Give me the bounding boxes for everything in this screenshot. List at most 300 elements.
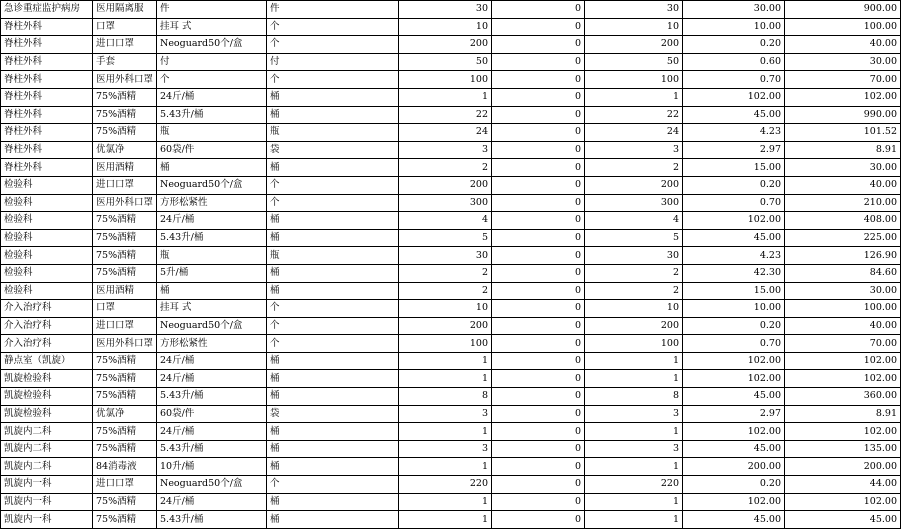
- specification-cell[interactable]: 挂耳 式: [157, 18, 267, 36]
- unit-cell[interactable]: 个: [267, 476, 399, 494]
- amount-cell[interactable]: 135.00: [785, 440, 901, 458]
- table-row: [1, 1, 901, 19]
- item-name-cell[interactable]: 75%酒精: [93, 247, 157, 265]
- table-row: [1, 71, 901, 89]
- unit-cell[interactable]: 件: [267, 1, 399, 19]
- zero-value-cell[interactable]: 0: [492, 124, 585, 142]
- table-row: [1, 229, 901, 247]
- quantity-total-cell[interactable]: 200: [585, 36, 683, 54]
- table-row: [1, 440, 901, 458]
- amount-cell[interactable]: 990.00: [785, 106, 901, 124]
- item-name-cell[interactable]: 84消毒液: [93, 458, 157, 476]
- unit-cell[interactable]: 桶: [267, 511, 399, 529]
- quantity-cell[interactable]: 3: [399, 440, 492, 458]
- quantity-cell[interactable]: 2: [399, 264, 492, 282]
- quantity-total-cell[interactable]: 50: [585, 53, 683, 71]
- item-name-cell[interactable]: 75%酒精: [93, 352, 157, 370]
- unit-price-cell[interactable]: 45.00: [683, 229, 785, 247]
- quantity-cell[interactable]: 3: [399, 141, 492, 159]
- table-row: [1, 176, 901, 194]
- quantity-total-cell[interactable]: 2: [585, 264, 683, 282]
- quantity-cell[interactable]: 220: [399, 476, 492, 494]
- quantity-total-cell[interactable]: 100: [585, 335, 683, 353]
- item-name-cell[interactable]: 进口口罩: [93, 476, 157, 494]
- quantity-cell[interactable]: 200: [399, 176, 492, 194]
- department-cell[interactable]: 凯旋内一科: [1, 493, 93, 511]
- department-cell[interactable]: 脊柱外科: [1, 71, 93, 89]
- quantity-cell[interactable]: 5: [399, 229, 492, 247]
- department-cell[interactable]: 凯旋内二科: [1, 440, 93, 458]
- table-row: [1, 124, 901, 142]
- item-name-cell[interactable]: 75%酒精: [93, 88, 157, 106]
- item-name-cell[interactable]: 医用酒精: [93, 159, 157, 177]
- item-name-cell[interactable]: 进口口罩: [93, 176, 157, 194]
- quantity-total-cell[interactable]: 2: [585, 282, 683, 300]
- table-row: [1, 458, 901, 476]
- department-cell[interactable]: 介入治疗科: [1, 300, 93, 318]
- department-cell[interactable]: 检验科: [1, 212, 93, 230]
- department-cell[interactable]: 介入治疗科: [1, 317, 93, 335]
- unit-price-cell[interactable]: 30.00: [683, 1, 785, 19]
- unit-cell[interactable]: 桶: [267, 88, 399, 106]
- item-name-cell[interactable]: 医用外科口罩: [93, 194, 157, 212]
- unit-cell[interactable]: 袋: [267, 405, 399, 423]
- department-cell[interactable]: 凯旋内一科: [1, 511, 93, 529]
- quantity-cell[interactable]: 200: [399, 36, 492, 54]
- item-name-cell[interactable]: 75%酒精: [93, 388, 157, 406]
- unit-price-cell[interactable]: 10.00: [683, 18, 785, 36]
- unit-price-cell[interactable]: 0.70: [683, 71, 785, 89]
- quantity-total-cell[interactable]: 24: [585, 124, 683, 142]
- unit-cell[interactable]: 个: [267, 194, 399, 212]
- zero-value-cell[interactable]: 0: [492, 159, 585, 177]
- table-row: [1, 282, 901, 300]
- table-row: [1, 352, 901, 370]
- amount-cell[interactable]: 126.90: [785, 247, 901, 265]
- department-cell[interactable]: 脊柱外科: [1, 124, 93, 142]
- department-cell[interactable]: 凯旋检验科: [1, 370, 93, 388]
- specification-cell[interactable]: 方形松紧性: [157, 335, 267, 353]
- table-body: [1, 1, 901, 529]
- amount-cell[interactable]: 101.52: [785, 124, 901, 142]
- item-name-cell[interactable]: 医用酒精: [93, 282, 157, 300]
- zero-value-cell[interactable]: 0: [492, 352, 585, 370]
- department-cell[interactable]: 凯旋检验科: [1, 405, 93, 423]
- unit-price-cell[interactable]: 42.30: [683, 264, 785, 282]
- specification-cell[interactable]: 5升/桶: [157, 264, 267, 282]
- zero-value-cell[interactable]: 0: [492, 212, 585, 230]
- unit-price-cell[interactable]: 0.70: [683, 335, 785, 353]
- amount-cell[interactable]: 408.00: [785, 212, 901, 230]
- quantity-cell[interactable]: 10: [399, 300, 492, 318]
- unit-cell[interactable]: 桶: [267, 264, 399, 282]
- amount-cell[interactable]: 40.00: [785, 36, 901, 54]
- item-name-cell[interactable]: 口罩: [93, 18, 157, 36]
- specification-cell[interactable]: Neoguard50个/盒: [157, 476, 267, 494]
- zero-value-cell[interactable]: 0: [492, 458, 585, 476]
- unit-cell[interactable]: 瓶: [267, 124, 399, 142]
- unit-cell[interactable]: 桶: [267, 370, 399, 388]
- table-row: [1, 159, 901, 177]
- zero-value-cell[interactable]: 0: [492, 88, 585, 106]
- unit-price-cell[interactable]: 15.00: [683, 282, 785, 300]
- zero-value-cell[interactable]: 0: [492, 194, 585, 212]
- zero-value-cell[interactable]: 0: [492, 511, 585, 529]
- quantity-cell[interactable]: 1: [399, 458, 492, 476]
- unit-cell[interactable]: 桶: [267, 282, 399, 300]
- specification-cell[interactable]: 24斤/桶: [157, 423, 267, 441]
- table-row: [1, 88, 901, 106]
- department-cell[interactable]: 脊柱外科: [1, 88, 93, 106]
- unit-price-cell[interactable]: 45.00: [683, 511, 785, 529]
- unit-price-cell[interactable]: 0.60: [683, 53, 785, 71]
- unit-cell[interactable]: 个: [267, 300, 399, 318]
- amount-cell[interactable]: 102.00: [785, 370, 901, 388]
- amount-cell[interactable]: 40.00: [785, 176, 901, 194]
- quantity-cell[interactable]: 300: [399, 194, 492, 212]
- department-cell[interactable]: 检验科: [1, 229, 93, 247]
- unit-cell[interactable]: 桶: [267, 352, 399, 370]
- unit-price-cell[interactable]: 0.20: [683, 476, 785, 494]
- specification-cell[interactable]: 方形松紧性: [157, 194, 267, 212]
- unit-price-cell[interactable]: 102.00: [683, 370, 785, 388]
- department-cell[interactable]: 急诊重症监护病房: [1, 1, 93, 19]
- department-cell[interactable]: 凯旋内一科: [1, 476, 93, 494]
- specification-cell[interactable]: 24斤/桶: [157, 212, 267, 230]
- zero-value-cell[interactable]: 0: [492, 264, 585, 282]
- table-row: [1, 511, 901, 529]
- item-name-cell[interactable]: 75%酒精: [93, 423, 157, 441]
- zero-value-cell[interactable]: 0: [492, 317, 585, 335]
- zero-value-cell[interactable]: 0: [492, 71, 585, 89]
- quantity-cell[interactable]: 30: [399, 1, 492, 19]
- amount-cell[interactable]: 200.00: [785, 458, 901, 476]
- quantity-cell[interactable]: 10: [399, 18, 492, 36]
- specification-cell[interactable]: 60袋/件: [157, 405, 267, 423]
- quantity-total-cell[interactable]: 30: [585, 1, 683, 19]
- unit-cell[interactable]: 桶: [267, 423, 399, 441]
- item-name-cell[interactable]: 75%酒精: [93, 229, 157, 247]
- amount-cell[interactable]: 360.00: [785, 388, 901, 406]
- zero-value-cell[interactable]: 0: [492, 493, 585, 511]
- amount-cell[interactable]: 225.00: [785, 229, 901, 247]
- quantity-cell[interactable]: 24: [399, 124, 492, 142]
- item-name-cell[interactable]: 优氯净: [93, 405, 157, 423]
- specification-cell[interactable]: 个: [157, 71, 267, 89]
- amount-cell[interactable]: 30.00: [785, 53, 901, 71]
- department-cell[interactable]: 脊柱外科: [1, 106, 93, 124]
- zero-value-cell[interactable]: 0: [492, 370, 585, 388]
- quantity-total-cell[interactable]: 1: [585, 458, 683, 476]
- quantity-total-cell[interactable]: 22: [585, 106, 683, 124]
- quantity-total-cell[interactable]: 1: [585, 352, 683, 370]
- table-row: [1, 476, 901, 494]
- zero-value-cell[interactable]: 0: [492, 1, 585, 19]
- amount-cell[interactable]: 84.60: [785, 264, 901, 282]
- unit-cell[interactable]: 袋: [267, 141, 399, 159]
- item-name-cell[interactable]: 手套: [93, 53, 157, 71]
- specification-cell[interactable]: 5.43升/桶: [157, 388, 267, 406]
- department-cell[interactable]: 脊柱外科: [1, 141, 93, 159]
- quantity-total-cell[interactable]: 1: [585, 493, 683, 511]
- specification-cell[interactable]: 24斤/桶: [157, 493, 267, 511]
- zero-value-cell[interactable]: 0: [492, 229, 585, 247]
- unit-cell[interactable]: 付: [267, 53, 399, 71]
- amount-cell[interactable]: 40.00: [785, 317, 901, 335]
- amount-cell[interactable]: 70.00: [785, 335, 901, 353]
- item-name-cell[interactable]: 医用外科口罩: [93, 335, 157, 353]
- unit-cell[interactable]: 个: [267, 71, 399, 89]
- table-row: [1, 141, 901, 159]
- table-row: [1, 36, 901, 54]
- specification-cell[interactable]: 24斤/桶: [157, 370, 267, 388]
- department-cell[interactable]: 介入治疗科: [1, 335, 93, 353]
- quantity-cell[interactable]: 1: [399, 511, 492, 529]
- zero-value-cell[interactable]: 0: [492, 18, 585, 36]
- unit-price-cell[interactable]: 10.00: [683, 300, 785, 318]
- quantity-total-cell[interactable]: 1: [585, 370, 683, 388]
- amount-cell[interactable]: 70.00: [785, 71, 901, 89]
- unit-price-cell[interactable]: 0.20: [683, 36, 785, 54]
- amount-cell[interactable]: 45.00: [785, 511, 901, 529]
- unit-cell[interactable]: 个: [267, 335, 399, 353]
- unit-price-cell[interactable]: 4.23: [683, 124, 785, 142]
- amount-cell[interactable]: 30.00: [785, 159, 901, 177]
- quantity-total-cell[interactable]: 30: [585, 247, 683, 265]
- quantity-cell[interactable]: 30: [399, 247, 492, 265]
- unit-price-cell[interactable]: 102.00: [683, 352, 785, 370]
- specification-cell[interactable]: 60袋/件: [157, 141, 267, 159]
- table-row: [1, 335, 901, 353]
- unit-price-cell[interactable]: 4.23: [683, 247, 785, 265]
- amount-cell[interactable]: 102.00: [785, 88, 901, 106]
- amount-cell[interactable]: 102.00: [785, 493, 901, 511]
- amount-cell[interactable]: 210.00: [785, 194, 901, 212]
- table-row: [1, 106, 901, 124]
- zero-value-cell[interactable]: 0: [492, 247, 585, 265]
- quantity-cell[interactable]: 50: [399, 53, 492, 71]
- unit-price-cell[interactable]: 102.00: [683, 423, 785, 441]
- specification-cell[interactable]: 桶: [157, 159, 267, 177]
- department-cell[interactable]: 检验科: [1, 194, 93, 212]
- unit-price-cell[interactable]: 45.00: [683, 106, 785, 124]
- specification-cell[interactable]: 10升/桶: [157, 458, 267, 476]
- quantity-total-cell[interactable]: 3: [585, 141, 683, 159]
- amount-cell[interactable]: 900.00: [785, 1, 901, 19]
- specification-cell[interactable]: 5.43升/桶: [157, 440, 267, 458]
- specification-cell[interactable]: 挂耳 式: [157, 300, 267, 318]
- unit-price-cell[interactable]: 45.00: [683, 388, 785, 406]
- unit-cell[interactable]: 桶: [267, 159, 399, 177]
- quantity-cell[interactable]: 1: [399, 88, 492, 106]
- table-row: [1, 212, 901, 230]
- unit-cell[interactable]: 桶: [267, 493, 399, 511]
- table-row: [1, 194, 901, 212]
- amount-cell[interactable]: 102.00: [785, 423, 901, 441]
- quantity-cell[interactable]: 3: [399, 405, 492, 423]
- unit-cell[interactable]: 瓶: [267, 247, 399, 265]
- unit-price-cell[interactable]: 0.20: [683, 317, 785, 335]
- quantity-cell[interactable]: 8: [399, 388, 492, 406]
- table-row: [1, 370, 901, 388]
- amount-cell[interactable]: 100.00: [785, 18, 901, 36]
- item-name-cell[interactable]: 75%酒精: [93, 264, 157, 282]
- specification-cell[interactable]: 桶: [157, 282, 267, 300]
- table-row: [1, 53, 901, 71]
- amount-cell[interactable]: 100.00: [785, 300, 901, 318]
- quantity-cell[interactable]: 100: [399, 335, 492, 353]
- department-cell[interactable]: 凯旋内二科: [1, 423, 93, 441]
- zero-value-cell[interactable]: 0: [492, 282, 585, 300]
- zero-value-cell[interactable]: 0: [492, 176, 585, 194]
- amount-cell[interactable]: 8.91: [785, 141, 901, 159]
- item-name-cell[interactable]: 75%酒精: [93, 440, 157, 458]
- zero-value-cell[interactable]: 0: [492, 106, 585, 124]
- table-row: [1, 264, 901, 282]
- unit-cell[interactable]: 个: [267, 176, 399, 194]
- department-cell[interactable]: 检验科: [1, 247, 93, 265]
- quantity-cell[interactable]: 1: [399, 493, 492, 511]
- quantity-total-cell[interactable]: 200: [585, 317, 683, 335]
- quantity-total-cell[interactable]: 4: [585, 212, 683, 230]
- item-name-cell[interactable]: 75%酒精: [93, 493, 157, 511]
- item-name-cell[interactable]: 75%酒精: [93, 212, 157, 230]
- unit-cell[interactable]: 个: [267, 36, 399, 54]
- item-name-cell[interactable]: 口罩: [93, 300, 157, 318]
- zero-value-cell[interactable]: 0: [492, 440, 585, 458]
- quantity-cell[interactable]: 2: [399, 282, 492, 300]
- specification-cell[interactable]: 瓶: [157, 124, 267, 142]
- quantity-cell[interactable]: 1: [399, 352, 492, 370]
- unit-price-cell[interactable]: 2.97: [683, 141, 785, 159]
- unit-price-cell[interactable]: 2.97: [683, 405, 785, 423]
- item-name-cell[interactable]: 75%酒精: [93, 370, 157, 388]
- unit-cell[interactable]: 桶: [267, 212, 399, 230]
- unit-price-cell[interactable]: 0.20: [683, 176, 785, 194]
- department-cell[interactable]: 脊柱外科: [1, 159, 93, 177]
- zero-value-cell[interactable]: 0: [492, 405, 585, 423]
- department-cell[interactable]: 凯旋内二科: [1, 458, 93, 476]
- unit-price-cell[interactable]: 200.00: [683, 458, 785, 476]
- amount-cell[interactable]: 8.91: [785, 405, 901, 423]
- unit-cell[interactable]: 个: [267, 317, 399, 335]
- item-name-cell[interactable]: 进口口罩: [93, 317, 157, 335]
- quantity-total-cell[interactable]: 5: [585, 229, 683, 247]
- quantity-cell[interactable]: 1: [399, 370, 492, 388]
- table-row: [1, 493, 901, 511]
- specification-cell[interactable]: 24斤/桶: [157, 352, 267, 370]
- zero-value-cell[interactable]: 0: [492, 423, 585, 441]
- quantity-total-cell[interactable]: 1: [585, 511, 683, 529]
- item-name-cell[interactable]: 进口口罩: [93, 36, 157, 54]
- quantity-cell[interactable]: 100: [399, 71, 492, 89]
- unit-price-cell[interactable]: 45.00: [683, 440, 785, 458]
- table-row: [1, 317, 901, 335]
- specification-cell[interactable]: 付: [157, 53, 267, 71]
- unit-cell[interactable]: 桶: [267, 458, 399, 476]
- zero-value-cell[interactable]: 0: [492, 141, 585, 159]
- quantity-cell[interactable]: 2: [399, 159, 492, 177]
- unit-price-cell[interactable]: 102.00: [683, 212, 785, 230]
- unit-cell[interactable]: 桶: [267, 440, 399, 458]
- unit-price-cell[interactable]: 15.00: [683, 159, 785, 177]
- amount-cell[interactable]: 102.00: [785, 352, 901, 370]
- item-name-cell[interactable]: 75%酒精: [93, 511, 157, 529]
- specification-cell[interactable]: 5.43升/桶: [157, 229, 267, 247]
- specification-cell[interactable]: Neoguard50个/盒: [157, 176, 267, 194]
- item-name-cell[interactable]: 医用隔离服: [93, 1, 157, 19]
- department-cell[interactable]: 检验科: [1, 264, 93, 282]
- quantity-cell[interactable]: 22: [399, 106, 492, 124]
- zero-value-cell[interactable]: 0: [492, 53, 585, 71]
- unit-cell[interactable]: 桶: [267, 229, 399, 247]
- zero-value-cell[interactable]: 0: [492, 36, 585, 54]
- table-row: [1, 247, 901, 265]
- quantity-cell[interactable]: 4: [399, 212, 492, 230]
- quantity-total-cell[interactable]: 220: [585, 476, 683, 494]
- zero-value-cell[interactable]: 0: [492, 476, 585, 494]
- quantity-total-cell[interactable]: 1: [585, 423, 683, 441]
- specification-cell[interactable]: 瓶: [157, 247, 267, 265]
- quantity-cell[interactable]: 1: [399, 423, 492, 441]
- zero-value-cell[interactable]: 0: [492, 388, 585, 406]
- quantity-total-cell[interactable]: 8: [585, 388, 683, 406]
- quantity-total-cell[interactable]: 2: [585, 159, 683, 177]
- table-row: [1, 388, 901, 406]
- table-row: [1, 18, 901, 36]
- item-name-cell[interactable]: 75%酒精: [93, 124, 157, 142]
- unit-cell[interactable]: 桶: [267, 106, 399, 124]
- amount-cell[interactable]: 30.00: [785, 282, 901, 300]
- quantity-total-cell[interactable]: 200: [585, 176, 683, 194]
- item-name-cell[interactable]: 优氯净: [93, 141, 157, 159]
- quantity-cell[interactable]: 200: [399, 317, 492, 335]
- quantity-total-cell[interactable]: 1: [585, 88, 683, 106]
- zero-value-cell[interactable]: 0: [492, 335, 585, 353]
- item-name-cell[interactable]: 75%酒精: [93, 106, 157, 124]
- department-cell[interactable]: 检验科: [1, 282, 93, 300]
- specification-cell[interactable]: 5.43升/桶: [157, 106, 267, 124]
- specification-cell[interactable]: Neoguard50个/盒: [157, 317, 267, 335]
- quantity-total-cell[interactable]: 300: [585, 194, 683, 212]
- quantity-total-cell[interactable]: 10: [585, 18, 683, 36]
- quantity-total-cell[interactable]: 10: [585, 300, 683, 318]
- quantity-total-cell[interactable]: 3: [585, 440, 683, 458]
- amount-cell[interactable]: 44.00: [785, 476, 901, 494]
- item-name-cell[interactable]: 医用外科口罩: [93, 71, 157, 89]
- unit-price-cell[interactable]: 102.00: [683, 493, 785, 511]
- specification-cell[interactable]: Neoguard50个/盒: [157, 36, 267, 54]
- specification-cell[interactable]: 件: [157, 1, 267, 19]
- table-row: [1, 405, 901, 423]
- unit-price-cell[interactable]: 0.70: [683, 194, 785, 212]
- department-cell[interactable]: 脊柱外科: [1, 18, 93, 36]
- specification-cell[interactable]: 5.43升/桶: [157, 511, 267, 529]
- zero-value-cell[interactable]: 0: [492, 300, 585, 318]
- department-cell[interactable]: 凯旋检验科: [1, 388, 93, 406]
- department-cell[interactable]: 脊柱外科: [1, 36, 93, 54]
- unit-price-cell[interactable]: 102.00: [683, 88, 785, 106]
- table-row: [1, 423, 901, 441]
- quantity-total-cell[interactable]: 3: [585, 405, 683, 423]
- specification-cell[interactable]: 24斤/桶: [157, 88, 267, 106]
- unit-cell[interactable]: 个: [267, 18, 399, 36]
- department-cell[interactable]: 静点室（凯旋）: [1, 352, 93, 370]
- department-cell[interactable]: 检验科: [1, 176, 93, 194]
- unit-cell[interactable]: 桶: [267, 388, 399, 406]
- department-cell[interactable]: 脊柱外科: [1, 53, 93, 71]
- quantity-total-cell[interactable]: 100: [585, 71, 683, 89]
